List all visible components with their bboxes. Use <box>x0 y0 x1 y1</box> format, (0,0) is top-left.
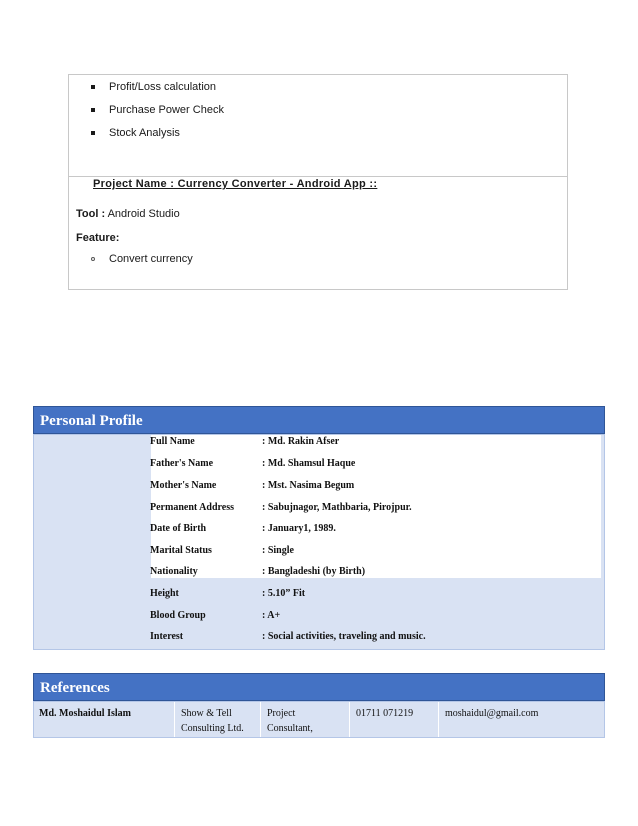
personal-profile-header: Personal Profile <box>33 406 605 434</box>
feature-label: Feature: <box>76 232 120 244</box>
reference-company-line2: Consulting Ltd. <box>181 723 244 734</box>
tool-line <box>76 208 180 220</box>
feature-text: Convert currency <box>109 253 193 265</box>
profile-label: Blood Group <box>150 610 206 621</box>
bullet-text: Profit/Loss calculation <box>109 81 216 93</box>
column-separator <box>174 702 175 737</box>
reference-role <box>267 706 313 736</box>
bullet-text: Purchase Power Check <box>109 104 224 116</box>
profile-label: Full Name <box>150 436 195 447</box>
square-bullet-icon <box>91 131 95 135</box>
reference-phone: 01711 071219 <box>356 708 414 719</box>
reference-company-line1: Show & Tell <box>181 708 232 719</box>
profile-label: Mother's Name <box>150 480 217 491</box>
profile-label: Father's Name <box>150 458 214 469</box>
references-table-row <box>33 701 605 738</box>
circle-bullet-icon <box>91 257 95 261</box>
reference-email[interactable]: moshaidul@gmail.com <box>445 708 539 719</box>
divider <box>69 176 567 177</box>
square-bullet-icon <box>91 108 95 112</box>
bullet-item <box>91 81 216 93</box>
profile-label: Interest <box>150 631 184 642</box>
column-separator <box>260 702 261 737</box>
square-bullet-icon <box>91 85 95 89</box>
tool-label: Tool : <box>76 208 106 220</box>
feature-item <box>91 253 193 265</box>
profile-label: Nationality <box>150 566 198 577</box>
profile-value: : January1, 1989. <box>262 523 336 534</box>
profile-label: Marital Status <box>150 545 212 556</box>
bullet-item <box>91 104 224 116</box>
column-separator <box>438 702 439 737</box>
profile-value: : Sabujnagor, Mathbaria, Pirojpur. <box>262 502 412 513</box>
bullet-text: Stock Analysis <box>109 127 180 139</box>
tool-value: Android Studio <box>107 208 180 220</box>
reference-role-line1: Project <box>267 708 296 719</box>
profile-value: : A+ <box>262 610 281 621</box>
column-separator <box>349 702 350 737</box>
reference-name: Md. Moshaidul Islam <box>39 708 131 719</box>
profile-label: Height <box>150 588 179 599</box>
project-box <box>68 74 568 290</box>
profile-label: Permanent Address <box>150 502 234 513</box>
project-title: Project Name : Currency Converter - Android App :: <box>93 178 378 190</box>
profile-value: : Social activities, traveling and music. <box>262 631 426 642</box>
references-header: References <box>33 673 605 701</box>
profile-value: : Bangladeshi (by Birth) <box>262 566 366 577</box>
profile-value: : Single <box>262 545 294 556</box>
reference-role-line2: Consultant, <box>267 723 313 734</box>
profile-label: Date of Birth <box>150 523 207 534</box>
profile-value: : Md. Shamsul Haque <box>262 458 356 469</box>
reference-company <box>181 706 244 736</box>
profile-value: : Mst. Nasima Begum <box>262 480 355 491</box>
profile-value: : 5.10” Fit <box>262 588 306 599</box>
bullet-item <box>91 127 180 139</box>
profile-value: : Md. Rakin Afser <box>262 436 340 447</box>
